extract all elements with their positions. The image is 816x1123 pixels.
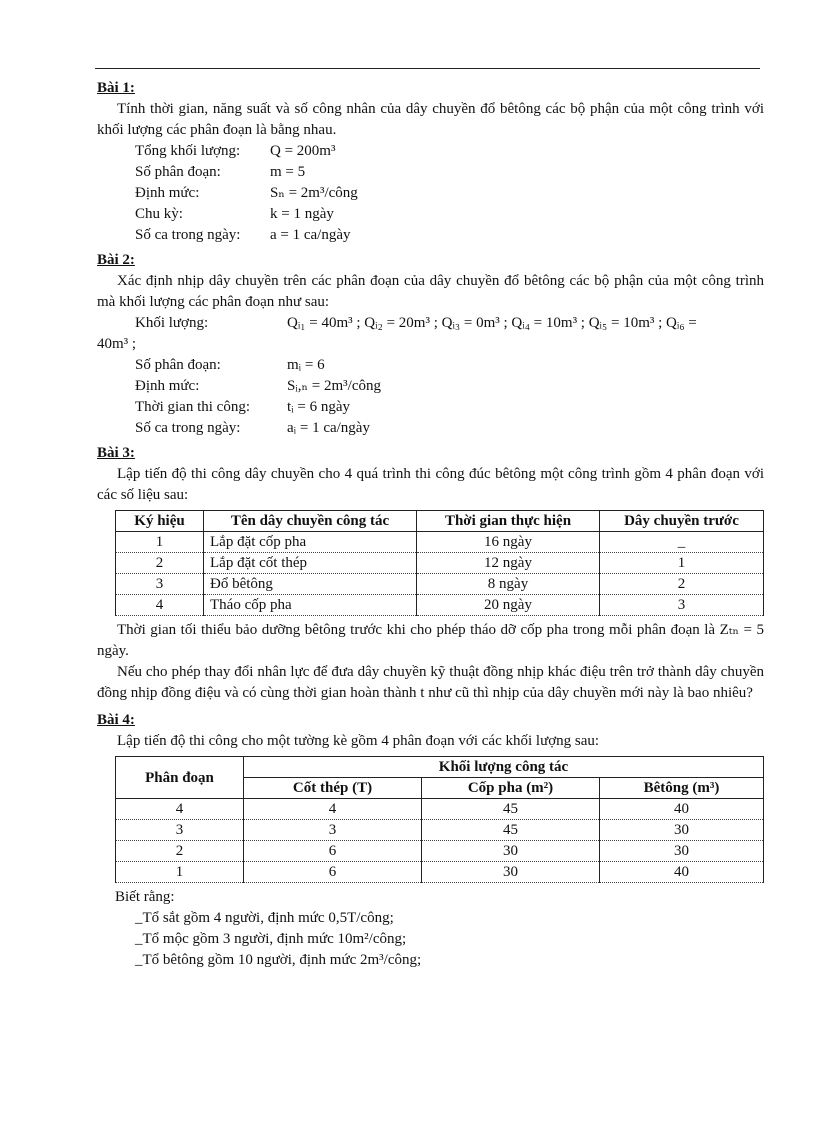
item-label: Thời gian thi công: <box>135 399 250 415</box>
bai4-table <box>115 756 764 883</box>
bai4-note-intro: Biết rằng: <box>115 889 175 905</box>
bai3-table <box>115 510 764 616</box>
item-label: Khối lượng: <box>135 315 209 331</box>
bai2-item <box>97 397 764 418</box>
bai1-item <box>97 183 764 204</box>
bai2-item <box>97 355 764 376</box>
table-cell: Đổ bêtông <box>204 574 417 595</box>
item-value: k = 1 ngày <box>270 206 334 222</box>
item-value: Qᵢ₁ = 40m³ ; Qᵢ₂ = 20m³ ; Qᵢ₃ = 0m³ ; Qᵢ₄ = 10m³ ; Qᵢ₅ = 10m³ ; Qᵢ₆ = <box>287 315 697 331</box>
bai3-paragraph-2: Nếu cho phép thay đổi nhân lực để đưa dây chuyền kỹ thuật đồng nhịp khác điệu trên trở thành dây chuyền đồng nhịp đồng điệu và có cùng thời gian hoàn thành t như cũ thì nhịp của dây chuyền mới này là bao nhiêu? <box>97 664 764 701</box>
document-page <box>97 76 764 971</box>
item-value: m = 5 <box>270 164 306 180</box>
table-cell: 3 <box>600 595 764 616</box>
table-cell: 6 <box>244 841 422 862</box>
table-cell: 3 <box>116 574 204 595</box>
header-rule <box>95 68 760 69</box>
table-row <box>116 595 764 616</box>
column-header: Cốt thép (T) <box>244 778 422 799</box>
table-cell: 2 <box>600 574 764 595</box>
table-cell: 45 <box>422 820 600 841</box>
table-cell: 2 <box>116 553 204 574</box>
table-cell: 1 <box>116 532 204 553</box>
bai4-note: _Tổ sắt gồm 4 người, định mức 0,5T/công; <box>135 910 394 926</box>
column-group-header: Khối lượng công tác <box>244 757 764 778</box>
table-cell: 3 <box>244 820 422 841</box>
bai4-description: Lập tiến độ thi công cho một tường kè gồm 4 phân đoạn với các khối lượng sau: <box>117 733 600 749</box>
table-cell: 6 <box>244 862 422 883</box>
table-cell: 30 <box>422 841 600 862</box>
bai2-item <box>97 418 764 439</box>
bai4-note: _Tổ mộc gồm 3 người, định mức 10m²/công; <box>135 931 407 947</box>
table-cell: 2 <box>116 841 244 862</box>
item-label: Định mức: <box>135 185 200 201</box>
table-cell: 40 <box>600 862 764 883</box>
bai2-volume-cont: 40m³ ; <box>97 336 137 352</box>
bai2-description: Xác định nhịp dây chuyền trên các phân đoạn của dây chuyền đổ bêtông các bộ phận của một công trình mà khối lượng các phân đoạn như sau: <box>97 273 764 310</box>
column-header: Dây chuyền trước <box>600 511 764 532</box>
table-row <box>116 862 764 883</box>
item-label: Chu kỳ: <box>135 206 183 222</box>
item-value: Q = 200m³ <box>270 143 336 159</box>
column-header: Ký hiệu <box>116 511 204 532</box>
column-header: Tên dây chuyền công tác <box>204 511 417 532</box>
table-cell: 8 ngày <box>417 574 600 595</box>
item-label: Định mức: <box>135 378 200 394</box>
item-value: aᵢ = 1 ca/ngày <box>287 420 370 436</box>
bai1-item <box>97 141 764 162</box>
item-value: a = 1 ca/ngày <box>270 227 351 243</box>
bai2-item <box>97 376 764 397</box>
table-cell: 4 <box>244 799 422 820</box>
bai3-description: Lập tiến độ thi công dây chuyền cho 4 quá trình thi công đúc bêtông một công trình gồm 4 phân đoạn với các số liệu sau: <box>97 466 764 503</box>
bai1-item <box>97 204 764 225</box>
bai1-list <box>97 141 764 246</box>
bai1-description: Tính thời gian, năng suất và số công nhân của dây chuyền đổ bêtông các bộ phận của một công trình với khối lượng các phân đoạn là bằng nhau. <box>97 101 764 138</box>
column-header: Bêtông (m³) <box>600 778 764 799</box>
table-row <box>116 820 764 841</box>
table-row <box>116 553 764 574</box>
table-header-row <box>116 757 764 778</box>
table-cell: 1 <box>600 553 764 574</box>
bai1-title: Bài 1: <box>97 80 135 96</box>
table-cell: Lắp đặt cốt thép <box>204 553 417 574</box>
table-cell: 12 ngày <box>417 553 600 574</box>
column-header: Phân đoạn <box>116 757 244 799</box>
item-label: Số ca trong ngày: <box>135 420 241 436</box>
table-cell: Tháo cốp pha <box>204 595 417 616</box>
item-value: tᵢ = 6 ngày <box>287 399 350 415</box>
table-cell: 1 <box>116 862 244 883</box>
item-label: Số ca trong ngày: <box>135 227 241 243</box>
table-cell: 45 <box>422 799 600 820</box>
table-cell: 40 <box>600 799 764 820</box>
table-cell: 30 <box>600 841 764 862</box>
item-label: Số phân đoạn: <box>135 357 221 373</box>
item-label: Số phân đoạn: <box>135 164 221 180</box>
item-value: Sₙ = 2m³/công <box>270 185 358 201</box>
item-value: mᵢ = 6 <box>287 357 325 373</box>
table-cell: _ <box>600 532 764 553</box>
table-cell: 30 <box>600 820 764 841</box>
table-cell: 16 ngày <box>417 532 600 553</box>
bai3-title: Bài 3: <box>97 445 135 461</box>
column-header: Cốp pha (m²) <box>422 778 600 799</box>
bai1-item <box>97 162 764 183</box>
table-cell: 4 <box>116 799 244 820</box>
bai2-volume <box>97 313 764 334</box>
bai1-item <box>97 225 764 246</box>
item-value: Sᵢ,ₙ = 2m³/công <box>287 378 381 394</box>
bai3-paragraph-1: Thời gian tối thiểu bảo dưỡng bêtông trước khi cho phép tháo dỡ cốp pha trong mỗi phân đoạn là Zₜₙ = 5 ngày. <box>97 622 764 659</box>
bai2-title: Bài 2: <box>97 252 135 268</box>
table-cell: Lắp đặt cốp pha <box>204 532 417 553</box>
table-cell: 20 ngày <box>417 595 600 616</box>
table-header-row <box>116 511 764 532</box>
table-row <box>116 841 764 862</box>
table-row <box>116 799 764 820</box>
item-label: Tổng khối lượng: <box>135 143 241 159</box>
table-cell: 30 <box>422 862 600 883</box>
table-row <box>116 574 764 595</box>
bai4-note: _Tổ bêtông gồm 10 người, định mức 2m³/công; <box>135 952 422 968</box>
table-cell: 3 <box>116 820 244 841</box>
column-header: Thời gian thực hiện <box>417 511 600 532</box>
table-cell: 4 <box>116 595 204 616</box>
table-row <box>116 532 764 553</box>
bai4-title: Bài 4: <box>97 712 135 728</box>
